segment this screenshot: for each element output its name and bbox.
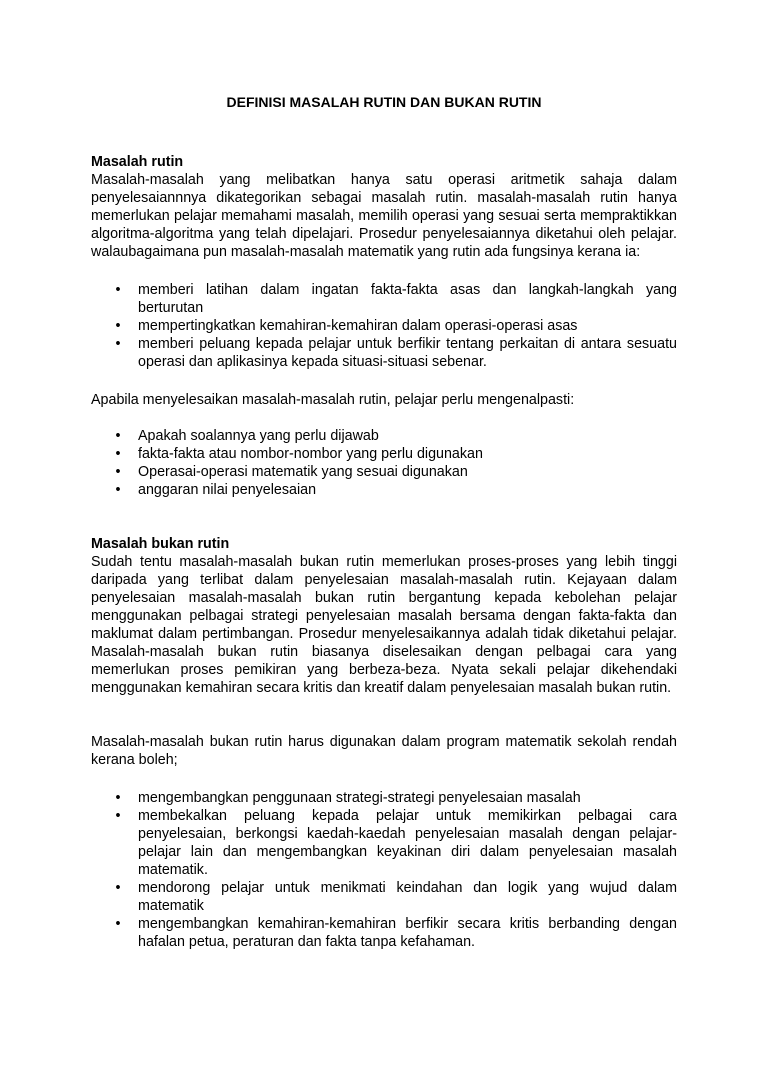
section-heading-masalah-bukan-rutin: Masalah bukan rutin [91, 536, 230, 552]
list-item-text: anggaran nilai penyelesaian [138, 482, 317, 498]
paragraph-mengenalpasti: Apabila menyelesaikan masalah-masalah rutin, pelajar perlu mengenalpasti: [91, 392, 575, 408]
bullet-icon: • [115, 446, 121, 462]
list-item [91, 427, 677, 445]
bullet-icon: • [115, 916, 121, 932]
list-item [91, 463, 677, 481]
list-mengenalpasti [91, 427, 677, 499]
list-item-text: Operasai-operasi matematik yang sesuai digunakan [138, 464, 468, 480]
bullet-icon: • [115, 282, 121, 298]
list-item-text: mendorong pelajar untuk menikmati keindahan dan logik yang wujud dalam matematik [138, 880, 677, 914]
document-title: DEFINISI MASALAH RUTIN DAN BUKAN RUTIN [226, 94, 542, 110]
list-item-text: memberi peluang kepada pelajar untuk berfikir tentang perkaitan di antara sesuatu operasi dan aplikasinya kepada situasi-situasi sebenar. [138, 336, 677, 370]
bullet-icon: • [115, 318, 121, 334]
list-item [91, 445, 677, 463]
document-page [91, 93, 677, 951]
bullet-icon: • [115, 428, 121, 444]
bullet-icon: • [115, 482, 121, 498]
list-item-text: mempertingkatkan kemahiran-kemahiran dalam operasi-operasi asas [138, 318, 578, 334]
list-item [91, 481, 677, 499]
list-item [91, 281, 677, 317]
list-item-text: membekalkan peluang kepada pelajar untuk memikirkan pelbagai cara penyelesaian, berkongsi kaedah-kaedah penyelesaian masalah dengan pelajar-pelajar lain dan mengembangkan keyakinan diri dalam penyelesaian masalah matematik. [138, 808, 677, 878]
bullet-icon: • [115, 790, 121, 806]
list-item [91, 317, 677, 335]
list-item [91, 879, 677, 915]
bullet-icon: • [115, 880, 121, 896]
list-fungsi-masalah-rutin [91, 281, 677, 371]
list-kebaikan-bukan-rutin [91, 789, 677, 951]
list-item [91, 789, 677, 807]
bullet-icon: • [115, 464, 121, 480]
bullet-icon: • [115, 808, 121, 824]
list-item-text: fakta-fakta atau nombor-nombor yang perlu digunakan [138, 446, 483, 462]
paragraph-masalah-bukan-rutin: Sudah tentu masalah-masalah bukan rutin memerlukan proses-proses yang lebih tinggi daripada yang terlibat dalam penyelesaian masalah-masalah rutin. Kejayaan dalam penyelesaian masalah-masalah bukan rutin bergantung kepada kebolehan pelajar menggunakan pelbagai strategi penyelesaian masalah bersama dengan fakta-fakta dan maklumat dalam pertimbangan. Prosedur menyelesaikannya adalah tidak diketahui pelajar. Masalah-masalah bukan rutin biasanya diselesaikan dengan pelbagai cara yang memerlukan proses pemikiran yang berbeza-beza. Nyata sekali pelajar dikehendaki menggunakan kemahiran secara kritis dan kreatif dalam penyelesaian masalah bukan rutin. [91, 554, 677, 696]
list-item-text: Apakah soalannya yang perlu dijawab [138, 428, 379, 444]
list-item-text: memberi latihan dalam ingatan fakta-fakta asas dan langkah-langkah yang berturutan [138, 282, 677, 316]
list-item-text: mengembangkan kemahiran-kemahiran berfikir secara kritis berbanding dengan hafalan petua, peraturan dan fakta tanpa kefahaman. [138, 916, 677, 950]
list-item [91, 807, 677, 879]
bullet-icon: • [115, 336, 121, 352]
list-item-text: mengembangkan penggunaan strategi-strategi penyelesaian masalah [138, 790, 581, 806]
paragraph-program-matematik: Masalah-masalah bukan rutin harus digunakan dalam program matematik sekolah rendah kerana boleh; [91, 734, 677, 768]
section-heading-masalah-rutin: Masalah rutin [91, 154, 184, 170]
list-item [91, 915, 677, 951]
list-item [91, 335, 677, 371]
paragraph-masalah-rutin: Masalah-masalah yang melibatkan hanya satu operasi aritmetik sahaja dalam penyelesaiannnya dikategorikan sebagai masalah rutin. masalah-masalah rutin hanya memerlukan pelajar memahami masalah, memilih operasi yang sesuai serta mempraktikkan algoritma-algoritma yang telah dipelajari. Prosedur penyelesaiannya diketahui oleh pelajar. walaubagaimana pun masalah-masalah matematik yang rutin ada fungsinya kerana ia: [91, 172, 677, 260]
